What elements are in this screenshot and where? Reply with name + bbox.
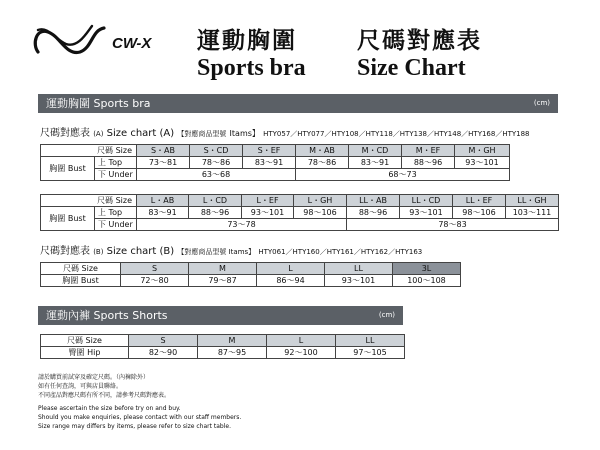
items-list: HTY057／HTY077／HTY108／HTY118／HTY138／HTY148／HTY168／HTY188 [263, 130, 530, 138]
top-cell: 93～101 [455, 157, 510, 169]
table-row [41, 275, 461, 287]
under-cell: 68～73 [296, 169, 510, 181]
size-cell: M [189, 263, 257, 275]
notes-en [38, 404, 241, 431]
size-label: 尺碼 Size [41, 145, 137, 157]
top-cell: 98～106 [294, 207, 347, 219]
top-cell: 88～96 [402, 157, 455, 169]
section-bar-zh: 運動內褲 [46, 309, 90, 322]
bust-cell: 79～87 [189, 275, 257, 287]
top-cell: 88～96 [347, 207, 400, 219]
heading-en: Size chart (A) [106, 128, 175, 139]
under-label: 下 Under [95, 169, 137, 181]
items-list: HTY061／HTY160／HTY161／HTY162／HTY163 [258, 248, 423, 256]
size-cell: L [257, 263, 325, 275]
brand-logo [30, 22, 165, 62]
top-cell: 83～91 [243, 157, 296, 169]
items-label: 【對應商品型號 Itams】 [177, 248, 256, 256]
table-row [41, 207, 559, 219]
bust-cell: 100～108 [393, 275, 461, 287]
bust-cell: 93～101 [325, 275, 393, 287]
table-row [41, 219, 559, 231]
brand-name: CW-X [112, 35, 152, 52]
top-cell: 93～101 [400, 207, 453, 219]
heading-mark: (B) [93, 248, 104, 256]
size-cell: LL・GH [506, 195, 559, 207]
title-en-sports-bra: Sports bra [197, 55, 306, 81]
title-en-size-chart: Size Chart [357, 55, 466, 81]
size-cell: M・CD [349, 145, 402, 157]
size-cell: LL [325, 263, 393, 275]
bust-cell: 72～80 [121, 275, 189, 287]
section-bar-sports-bra [38, 94, 558, 113]
under-cell: 73～78 [137, 219, 347, 231]
bust-label: 胸圍 Bust [41, 207, 95, 231]
items-label-en: Itams】 [229, 129, 260, 138]
size-cell: M [198, 335, 267, 347]
bust-label: 胸圍 Bust [41, 157, 95, 181]
top-label: 上 Top [95, 207, 137, 219]
title-zh-size-chart: 尺碼對應表 [357, 28, 482, 54]
size-chart-b-heading [40, 242, 422, 257]
notes-zh [38, 373, 170, 400]
title-zh-sports-bra: 運動胸圍 [197, 28, 297, 54]
size-label: 尺碼 Size [41, 195, 137, 207]
size-cell: S・AB [137, 145, 190, 157]
heading-zh: 尺碼對應表 [40, 128, 90, 139]
size-table-a-1 [40, 144, 510, 181]
size-cell: M・EF [402, 145, 455, 157]
under-cell: 78～83 [347, 219, 559, 231]
note-line: 不同產品對應尺碼有所不同，請參考尺碼對應表。 [38, 392, 171, 399]
top-label: 上 Top [95, 157, 137, 169]
heading-mark: (A) [93, 130, 104, 138]
size-cell: S [121, 263, 189, 275]
section-bar-en: Sports Shorts [93, 309, 168, 322]
top-cell: 78～86 [296, 157, 349, 169]
table-row [41, 157, 510, 169]
items-label-zh: 【對應商品型號 [177, 130, 227, 138]
note-line: 如有任何查詢，可與店員聯絡。 [38, 383, 123, 390]
note-line: Please ascertain the size before try on and buy. [38, 405, 181, 412]
top-cell: 103～111 [506, 207, 559, 219]
section-bar-zh: 運動胸圍 [46, 97, 90, 110]
unit-label: (cm) [533, 99, 550, 107]
size-cell: LL・CD [400, 195, 453, 207]
table-row [41, 335, 405, 347]
table-row [41, 195, 559, 207]
size-table-shorts [40, 334, 405, 359]
size-cell: LL [336, 335, 405, 347]
top-cell: 88～96 [189, 207, 242, 219]
size-cell: LL・AB [347, 195, 400, 207]
top-cell: 83～91 [137, 207, 189, 219]
size-table-b [40, 262, 461, 287]
top-cell: 98～106 [453, 207, 506, 219]
note-line: 請於購買前試穿及確定尺碼。（內褲除外） [38, 374, 150, 381]
hip-cell: 87～95 [198, 347, 267, 359]
section-bar-sports-shorts [38, 306, 403, 325]
size-cell: 3L [393, 263, 461, 275]
hip-cell: 82～90 [129, 347, 198, 359]
size-cell: L・EF [242, 195, 294, 207]
size-label: 尺碼 Size [41, 263, 121, 275]
size-cell: S・CD [190, 145, 243, 157]
under-cell: 63～68 [137, 169, 296, 181]
top-cell: 73～81 [137, 157, 190, 169]
size-cell: M・GH [455, 145, 510, 157]
hip-label: 臀圍 Hip [41, 347, 129, 359]
hip-cell: 97～105 [336, 347, 405, 359]
heading-zh: 尺碼對應表 [40, 246, 90, 257]
size-chart-a-heading [40, 124, 530, 139]
size-label: 尺碼 Size [41, 335, 129, 347]
size-cell: S・EF [243, 145, 296, 157]
cwx-logo-icon [30, 22, 110, 62]
size-cell: L・CD [189, 195, 242, 207]
table-row [41, 263, 461, 275]
section-bar-en: Sports bra [93, 97, 151, 110]
size-cell: S [129, 335, 198, 347]
size-table-a-2 [40, 194, 559, 231]
size-cell: LL・EF [453, 195, 506, 207]
top-cell: 83～91 [349, 157, 402, 169]
size-cell: M・AB [296, 145, 349, 157]
unit-label: (cm) [378, 311, 395, 319]
bust-label: 胸圍 Bust [41, 275, 121, 287]
top-cell: 78～86 [190, 157, 243, 169]
note-line: Should you make enquiries, please contact with our staff members. [38, 414, 242, 421]
table-row [41, 347, 405, 359]
size-cell: L [267, 335, 336, 347]
table-row [41, 145, 510, 157]
under-label: 下 Under [95, 219, 137, 231]
top-cell: 93～101 [242, 207, 294, 219]
size-cell: L・AB [137, 195, 189, 207]
heading-en: Size chart (B) [106, 246, 175, 257]
size-cell: L・GH [294, 195, 347, 207]
hip-cell: 92～100 [267, 347, 336, 359]
table-row [41, 169, 510, 181]
note-line: Size range may differs by items, please refer to size chart table. [38, 423, 231, 430]
bust-cell: 86～94 [257, 275, 325, 287]
